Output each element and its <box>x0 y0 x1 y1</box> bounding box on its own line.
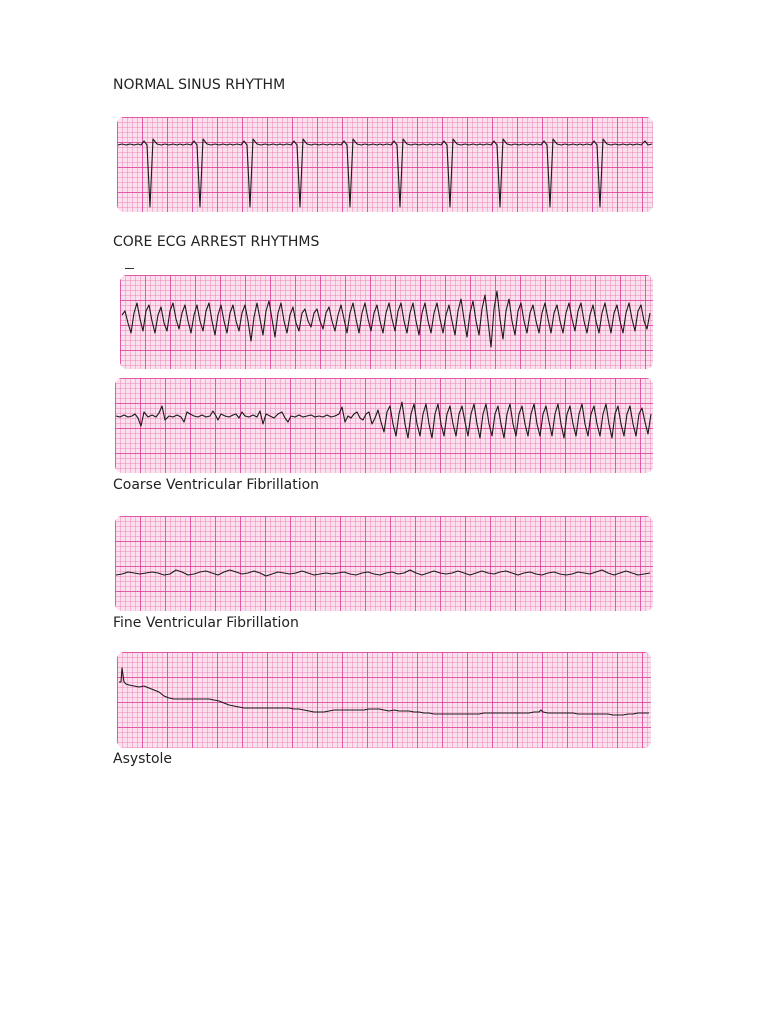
ecg-trace-line <box>118 139 652 207</box>
ecg-trace-fine-vf <box>115 516 653 611</box>
ecg-strip-ventricular-tachycardia <box>120 275 653 369</box>
ecg-trace-line <box>116 570 650 576</box>
caption-coarse-ventricular-fibrillation: Coarse Ventricular Fibrillation <box>113 477 320 493</box>
ecg-trace-asystole <box>117 652 651 748</box>
heading-core-ecg-arrest-rhythms: CORE ECG ARREST RHYTHMS <box>113 234 320 250</box>
ecg-strip-coarse-vf <box>115 378 653 473</box>
ecg-trace-line <box>122 291 650 347</box>
ecg-trace-ventricular-tachycardia <box>120 275 653 369</box>
dash-mark <box>125 268 134 269</box>
ecg-strip-normal-sinus <box>117 117 653 212</box>
heading-normal-sinus-rhythm: NORMAL SINUS RHYTHM <box>113 77 286 93</box>
ecg-trace-line <box>119 668 649 715</box>
ecg-strip-asystole <box>117 652 651 748</box>
ecg-strip-fine-vf <box>115 516 653 611</box>
caption-fine-ventricular-fibrillation: Fine Ventricular Fibrillation <box>113 615 299 631</box>
caption-asystole: Asystole <box>113 751 173 767</box>
ecg-trace-coarse-vf <box>115 378 653 473</box>
ecg-trace-normal-sinus <box>117 117 653 212</box>
ecg-trace-line <box>116 402 651 438</box>
